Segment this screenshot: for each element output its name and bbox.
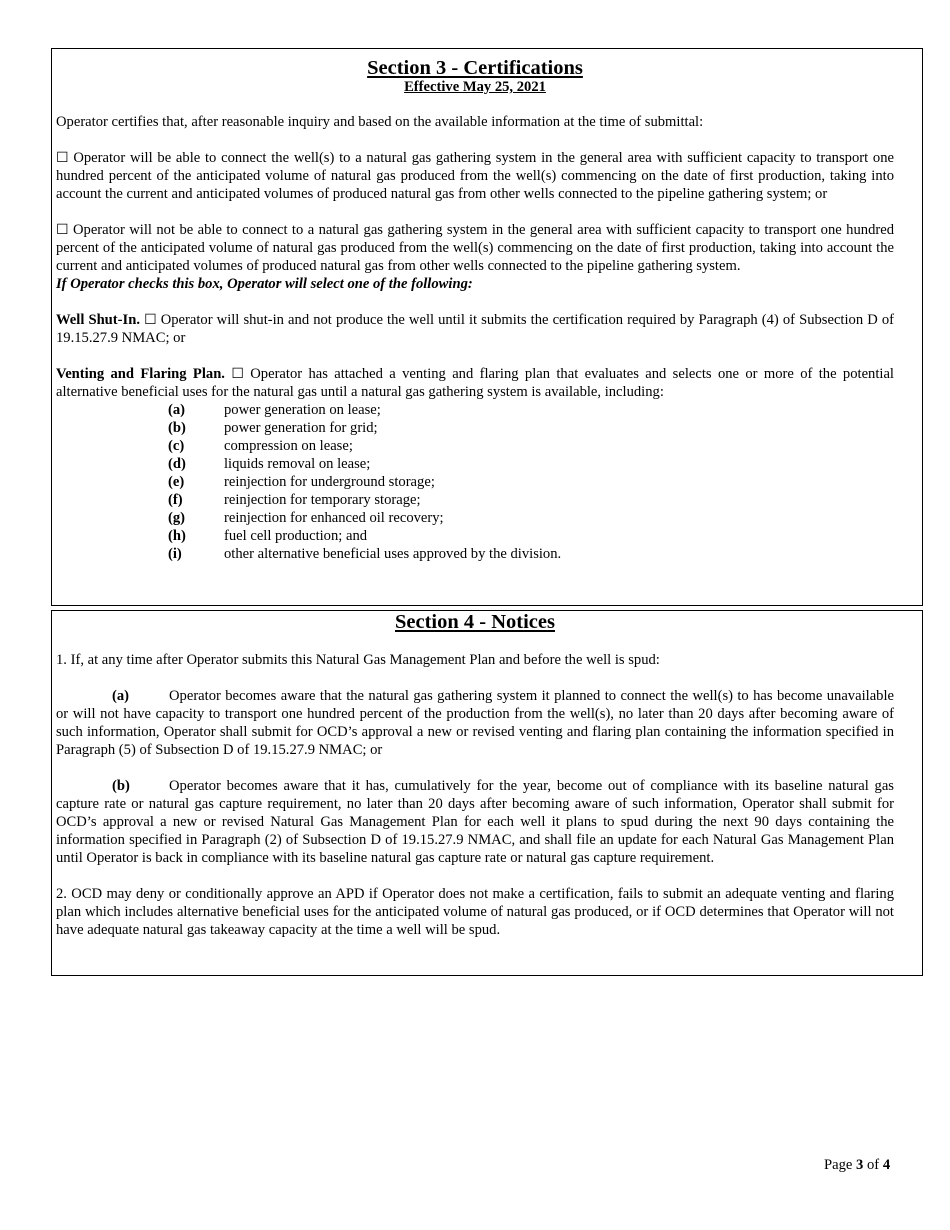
list-item: (e) reinjection for underground storage; [168,474,435,490]
notice-a-text: Operator becomes aware that the natural gas gathering system it planned to connect the well(s) to has become unavailable or will not have capacity to transport one hundred percent of the production from the well(s), no later than 20 days after becoming aware of such information, Operator shall submit for OCD’s approval a new or revised venting and flaring plan containing the information specified in Paragraph (5) of Subsection D of 19.15.27.9 NMAC; or [56,688,894,758]
option-note: If Operator checks this box, Operator will select one of the following: [56,276,473,292]
page-number: Page 3 of 4 [824,1157,891,1173]
list-item: (c) compression on lease; [168,438,353,454]
section-3-box [51,48,923,606]
well-shut-in-label: Well Shut-In. [56,312,140,328]
notice-item-1b [56,777,894,867]
well-shut-in [56,311,894,347]
list-item: (b) power generation for grid; [168,420,378,436]
section-4-title: Section 4 - Notices [395,611,555,633]
section-4-box [51,610,923,976]
checkbox-icon[interactable]: ☐ [56,150,69,166]
venting-flaring-plan [56,365,894,401]
venting-flaring-text: Operator has attached a venting and flaring plan that evaluates and selects one or more of the potential alternative beneficial uses for the natural gas until a natural gas gathering system is available, including: [56,366,894,400]
notice-b-label: (b) [112,778,130,794]
checkbox-icon[interactable]: ☐ [144,312,157,328]
notice-item-1: 1. If, at any time after Operator submits this Natural Gas Management Plan and before the well is spud: [56,652,660,668]
certification-intro: Operator certifies that, after reasonable inquiry and based on the available information at the time of submittal: [56,114,704,130]
list-item: (f) reinjection for temporary storage; [168,492,421,508]
notice-a-label: (a) [112,688,130,704]
list-item: (h) fuel cell production; and [168,528,368,544]
notice-item-2: 2. OCD may deny or conditionally approve an APD if Operator does not make a certification, fails to submit an adequate venting and flaring plan which includes alternative beneficial uses for the anticipated volume of natural gas produced, or if OCD determines that Operator will not have adequate natural gas takeaway capacity at the time a well will be spud. [56,886,894,938]
checkbox-icon[interactable]: ☐ [56,222,69,238]
venting-flaring-label: Venting and Flaring Plan. [56,366,225,382]
list-item: (d) liquids removal on lease; [168,456,371,472]
section-3-effective-date: Effective May 25, 2021 [404,79,546,95]
section-3-title: Section 3 - Certifications [367,57,583,79]
notice-item-1a [56,687,894,759]
notice-b-text: Operator becomes aware that it has, cumulatively for the year, become out of compliance with its baseline natural gas capture rate or natural gas capture requirement, no later than 20 days after becoming aware of such information, Operator shall submit for OCD’s approval a new or revised Natural Gas Management Plan for each well it plans to spud during the next 90 days containing the information specified in Paragraph (2) of Subsection D of 19.15.27.9 NMAC, and shall file an update for each Natural Gas Management Plan until Operator is back in compliance with its baseline natural gas capture rate or natural gas capture requirement. [56,778,894,866]
option-not-connect-text: Operator will not be able to connect to a natural gas gathering system in the general area with sufficient capacity to transport one hundred percent of the anticipated volume of natural gas produced from the well(s) commencing on the date of first production, taking into account the current and anticipated volumes of produced natural gas from other wells connected to the pipeline gathering system. [56,222,894,274]
checkbox-icon[interactable]: ☐ [231,366,244,382]
list-item: (g) reinjection for enhanced oil recovery; [168,510,444,526]
option-not-connect [56,221,894,275]
option-connect [56,149,894,203]
list-item: (i) other alternative beneficial uses approved by the division. [168,546,562,562]
list-item: (a) power generation on lease; [168,402,381,418]
well-shut-in-text: Operator will shut-in and not produce the well until it submits the certification required by Paragraph (4) of Subsection D of 19.15.27.9 NMAC; or [56,312,894,346]
option-connect-text: Operator will be able to connect the well(s) to a natural gas gathering system in the general area with sufficient capacity to transport one hundred percent of the anticipated volume of natural gas produced from the well(s) commencing on the date of first production, taking into account the current and anticipated volumes of produced natural gas from other wells connected to the pipeline gathering system; or [56,150,894,202]
beneficial-uses-list [56,401,894,563]
